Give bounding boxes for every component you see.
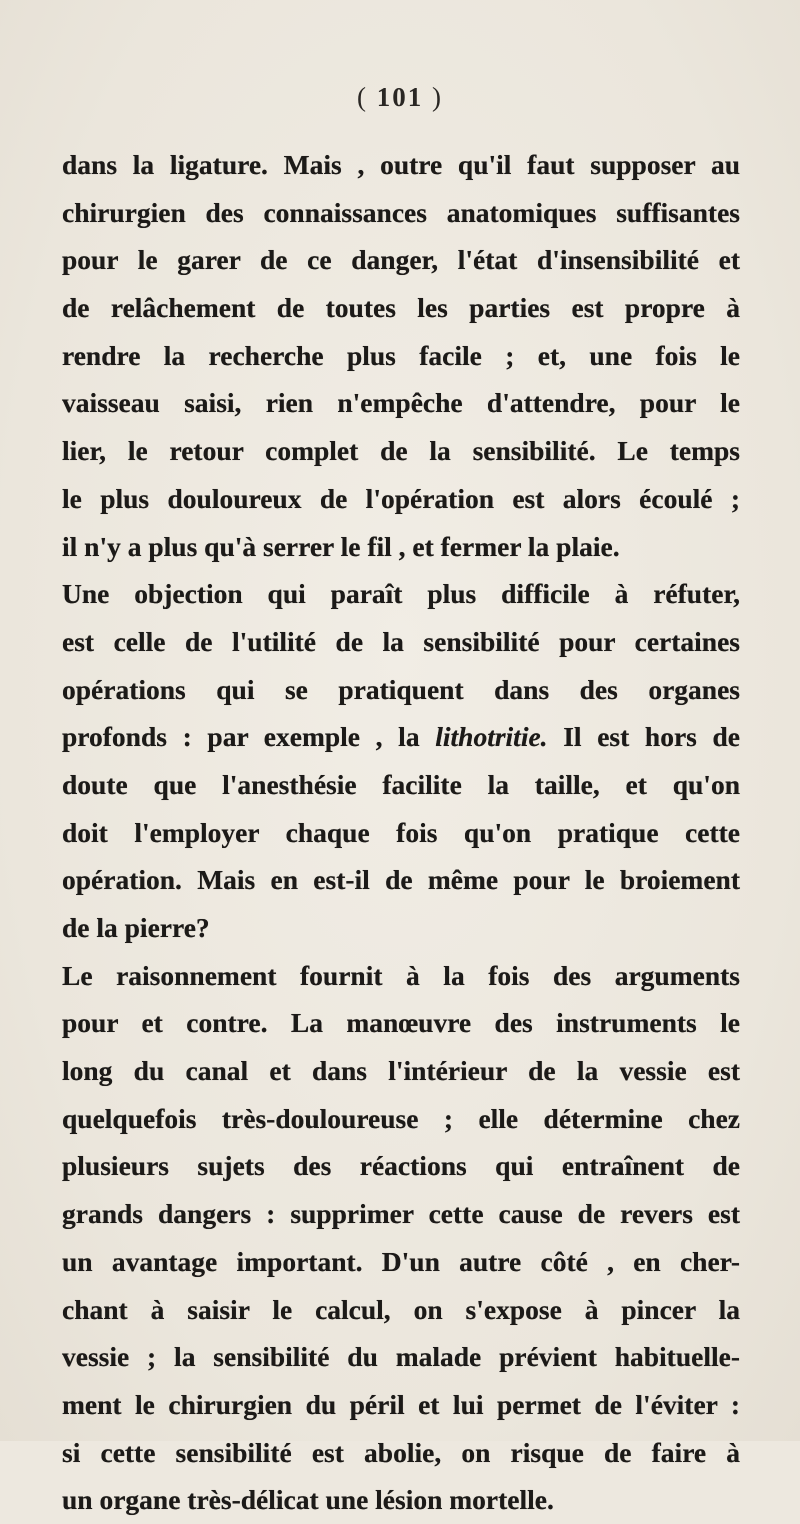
text-line: long du canal et dans l'intérieur de la vessie est: [62, 1055, 740, 1087]
text-line: vessie ; la sensibilité du malade prévient habituelle-: [62, 1341, 740, 1373]
text-line: quelquefois très-douloureuse ; elle détermine chez: [62, 1102, 740, 1134]
folio-open-paren: (: [357, 82, 368, 112]
text-line: lier, le retour complet de la sensibilité. Le temps: [62, 435, 740, 467]
body-text: [62, 141, 740, 1524]
text-line: opération. Mais en est-il de même pour le broiement: [62, 864, 740, 896]
page-number: 101: [376, 82, 424, 112]
text-line: si cette sensibilité est abolie, on risque de faire à: [62, 1436, 740, 1468]
text-line: il n'y a plus qu'à serrer le fil , et fermer la plaie.: [62, 530, 620, 562]
text-line: doute que l'anesthésie facilite la taille, et qu'on: [62, 768, 740, 800]
text-line: un organe très-délicat une lésion mortelle.: [62, 1484, 554, 1516]
text-line: opérations qui se pratiquent dans des organes: [62, 673, 740, 705]
text-line: grands dangers : supprimer cette cause de revers est: [62, 1198, 740, 1230]
text-line: pour le garer de ce danger, l'état d'insensibilité et: [62, 244, 740, 276]
text-line: plusieurs sujets des réactions qui entraînent de: [62, 1150, 740, 1182]
text-line: vaisseau saisi, rien n'empêche d'attendre, pour le: [62, 387, 740, 419]
text-line: chant à saisir le calcul, on s'expose à pincer la: [62, 1293, 740, 1325]
text-segment: profonds : par exemple , la: [62, 721, 420, 753]
text-segment: Il est hors de: [563, 721, 741, 753]
text-line: de la pierre?: [62, 912, 210, 943]
text-line-with-italic: [62, 713, 740, 761]
text-line: ment le chirurgien du péril et lui permet de l'éviter :: [62, 1388, 740, 1420]
text-line: dans la ligature. Mais , outre qu'il faut supposer au: [62, 149, 740, 180]
text-line: doit l'employer chaque fois qu'on pratique cette: [62, 816, 740, 848]
text-line: Une objection qui paraît plus difficile à réfuter,: [62, 578, 740, 610]
text-line: rendre la recherche plus facile ; et, une fois le: [62, 339, 740, 371]
text-line: est celle de l'utilité de la sensibilité pour certaines: [62, 625, 740, 657]
italic-term: lithotritie.: [435, 721, 548, 753]
text-line: chirurgien des connaissances anatomiques suffisantes: [62, 196, 740, 228]
folio-close-paren: ): [432, 82, 443, 112]
text-line: le plus douloureux de l'opération est alors écoulé ;: [62, 482, 740, 514]
text-line: pour et contre. La manœuvre des instruments le: [62, 1007, 740, 1039]
text-line: de relâchement de toutes les parties est propre à: [62, 292, 740, 324]
page-number-header: [0, 82, 800, 113]
text-line: Le raisonnement fournit à la fois des arguments: [62, 959, 740, 991]
text-line: un avantage important. D'un autre côté , en cher-: [62, 1245, 740, 1277]
